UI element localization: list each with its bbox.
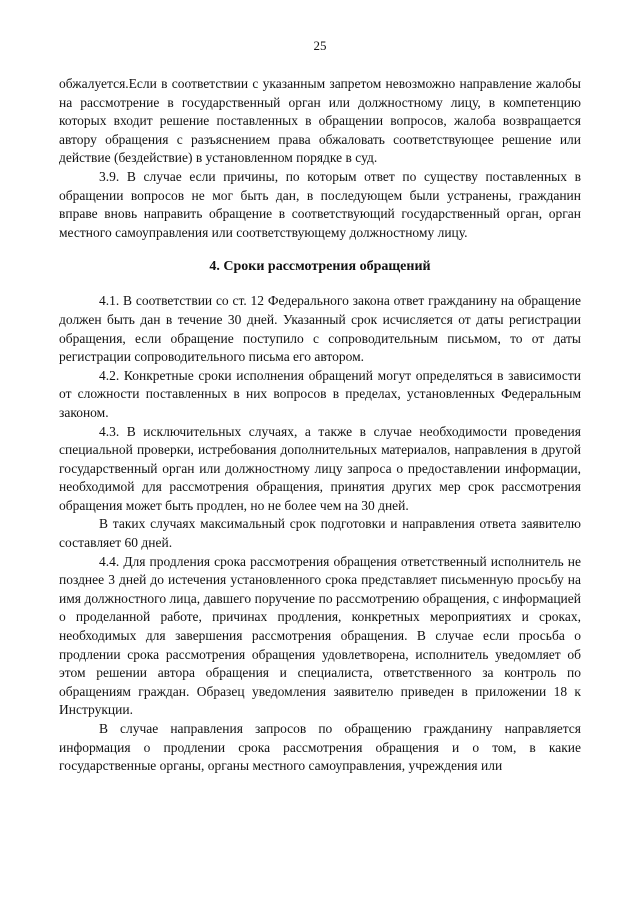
paragraph-3-9: 3.9. В случае если причины, по которым ответ по существу поставленных в обращении вопросов не мог быть дан, в последующем были устранены, гражданин вправе вновь направить обращение в соответствующий государственный орган, орган местного самоуправления или соответствующему должностному лицу.: [59, 168, 581, 240]
document-body: [59, 75, 581, 776]
paragraph-4-3: 4.3. В исключительных случаях, а также в случае необходимости проведения специальной проверки, истребования дополнительных материалов, направления в другой государственный орган или должностному лицу запроса о предоставлении информации, необходимой для рассмотрения обращения, принятия других мер срок рассмотрения обращения может быть продлен, но не более чем на 30 дней.: [59, 423, 581, 513]
paragraph-4-2: 4.2. Конкретные сроки исполнения обращений могут определяться в зависимости от сложности поставленных в них вопросов в пределах, установленных Федеральным законом.: [59, 367, 581, 420]
paragraph-4-1: 4.1. В соответствии со ст. 12 Федерального закона ответ гражданину на обращение должен быть дан в течение 30 дней. Указанный срок исчисляется от даты регистрации обращения, если обращение поступило с сопроводительным письмом, то от даты регистрации сопроводительного письма его автором.: [59, 293, 581, 365]
section-heading: 4. Сроки рассмотрения обращений: [209, 259, 431, 275]
paragraph-max-term: В таких случаях максимальный срок подготовки и направления ответа заявителю составляет 60 дней.: [59, 516, 581, 551]
paragraph-requests-info: В случае направления запросов по обращению гражданину направляется информация о продлении срока рассмотрения обращения и о том, в какие государственные органы, органы местного самоуправления, учреждения или: [59, 721, 581, 774]
paragraph-4-4: 4.4. Для продления срока рассмотрения обращения ответственный исполнитель не позднее 3 дней до истечения установленного срока представляет письменную просьбу на имя должностного лица, давшего поручение по рассмотрению обращения, с информацией о проделанной работе, причинах продления, конкретных мероприятиях и сроках, необходимых для завершения рассмотрения обращения. В случае если просьба о продлении срока рассмотрения обращения удовлетворена, исполнитель уведомляет об этом решении автора обращения и специалиста, ответственного за контроль по обращениям граждан. Образец уведомления заявителю приведен в приложении 18 к Инструкции.: [59, 553, 581, 718]
paragraph-complaint-return: обжалуется.Если в соответствии с указанным запретом невозможно направление жалобы на рассмотрение в государственный орган или должностному лицу, в компетенцию которых входит решение поставленных в обращении вопросов, жалоба возвращается автору обращения с разъяснением права обжаловать соответствующее решение или действие (бездействие) в установленном порядке в суд.: [59, 76, 581, 166]
page-number: 25: [313, 38, 327, 53]
